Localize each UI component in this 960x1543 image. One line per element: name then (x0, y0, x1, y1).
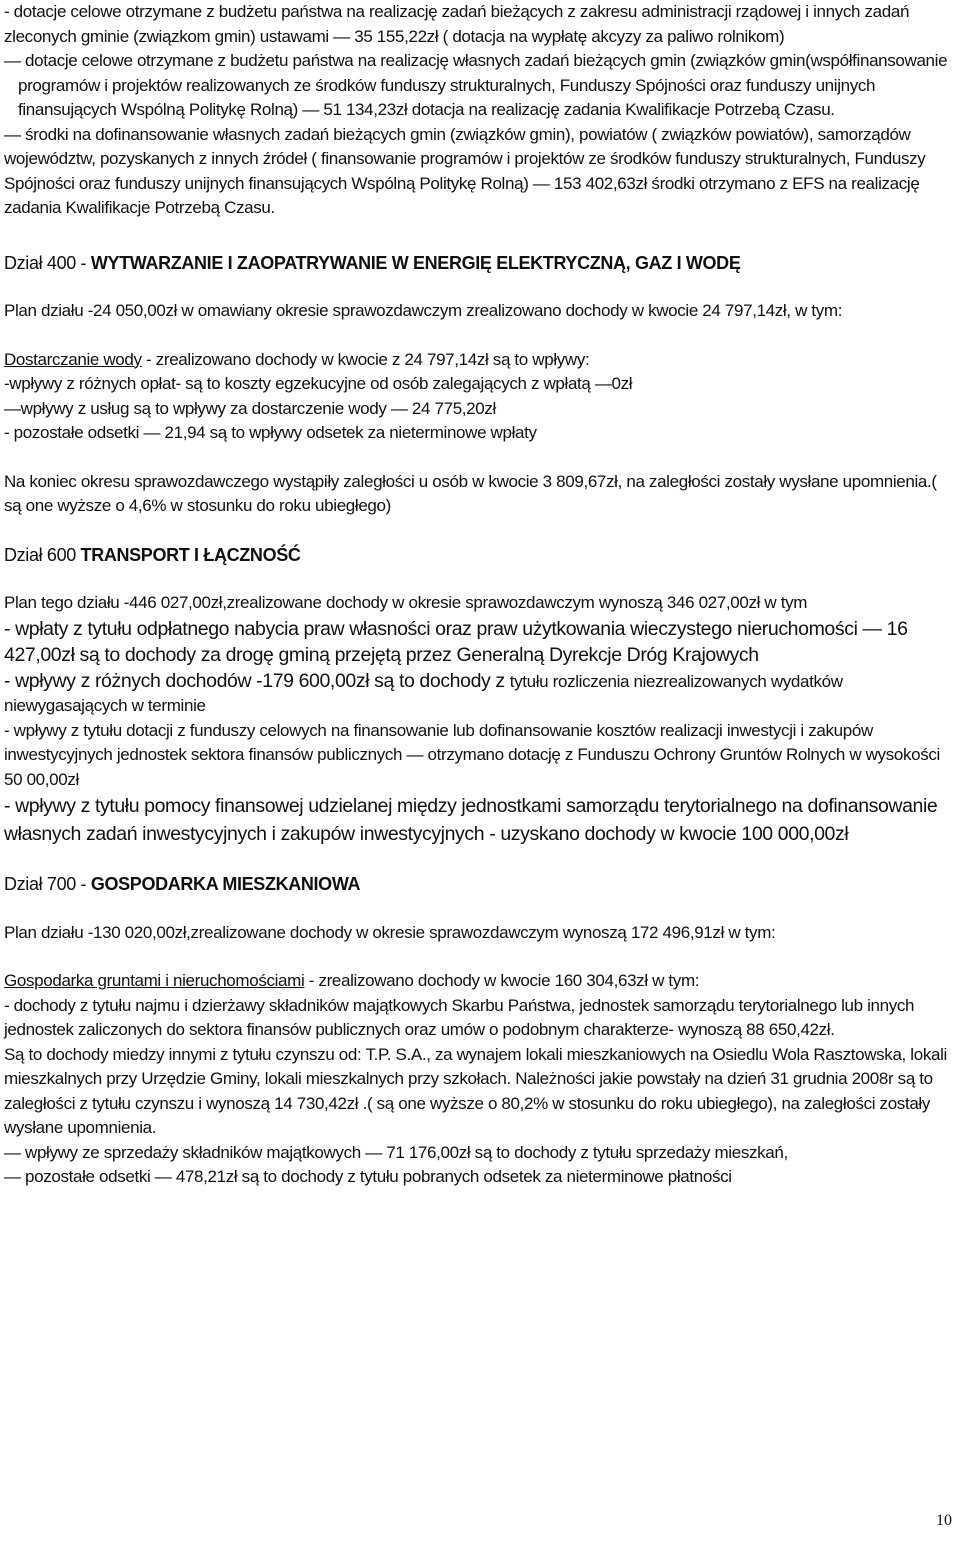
paragraph-dotacje-wlasne: — dotacje celowe otrzymane z budżetu państwa na realizację własnych zadań bieżących gmin (związków gmin(współfinansowanie programów i projektów realizowanych ze środków funduszy strukturalnych, Funduszy Spójności oraz funduszy unijnych finansujących Wspólną Politykę Rolną) — 51 134,23zł dotacja na realizację zadania Kwalifikacje Potrzebą Czasu. (4, 51, 948, 119)
section-700-heading (4, 872, 956, 897)
section-600-item-rozne (4, 668, 956, 719)
section-700-subtitle: Gospodarka gruntami i nieruchomościami (4, 971, 305, 990)
section-600-prefix: Dział 600 (4, 544, 81, 565)
section-400-heading (4, 251, 956, 276)
section-600-item-rozne-rest: tytułu rozliczenia niezrealizowanych wydatków niewygasających w terminie (4, 671, 843, 715)
section-700-subtitle-rest: - zrealizowano dochody w kwocie 160 304,63zł w tym: (304, 971, 700, 990)
section-400-prefix: Dział 400 - (4, 252, 91, 273)
section-400-subtitle: Dostarczanie wody (4, 349, 142, 369)
section-400-item-odsetki: - pozostałe odsetki — 21,94 są to wpływy odsetek za nieterminowe wpłaty (4, 423, 537, 442)
section-600-heading (4, 543, 956, 568)
section-600-item-dotacje: - wpływy z tytułu dotacji z funduszy celowych na finansowanie lub dofinansowanie kosztów realizacji inwestycji i zakupów inwestycyjnych jednostek sektora finansów publicznych — otrzymano dotację z Funduszu Ochrony Gruntów Rolnych w wysokości 50 00,00zł (4, 720, 940, 789)
section-700-item-czynsz: Są to dochody miedzy innymi z tytułu czynszu od: T.P. S.A., za wynajem lokali mieszkaniowych na Osiedlu Wola Rasztowska, lokali mieszkalnych przy Urzędzie Gminy, lokali mieszkalnych przy szkołach. Należności jakie powstały na dzień 31 grudnia 2008r są to zaległości z tytułu czynszu i wynoszą 14 730,42zł .( są one wyższe o 80,2% w stosunku do roku ubiegłego), na zaległości zostały wysłane upomnienia. (4, 1044, 947, 1137)
section-600-item-wplaty: - wpłaty z tytułu odpłatnego nabycia praw własności oraz praw użytkowania wieczystego nieruchomości — 16 427,00zł są to dochody za drogę gminą przejętą przez Generalną Dyrekcje Dróg Krajowych (4, 617, 908, 666)
section-700-item-odsetki: — pozostałe odsetki — 478,21zł są to dochody z tytułu pobranych odsetek za nieterminowe płatności (4, 1167, 732, 1186)
section-700-item-sprzedaz: — wpływy ze sprzedaży składników majątkowych — 71 176,00zł są to dochody z tytułu sprzedaży mieszkań, (4, 1142, 788, 1162)
section-700-item-najem: - dochody z tytułu najmu i dzierżawy składników majątkowych Skarbu Państwa, jednostek samorządu terytorialnego lub innych jednostek zaliczonych do sektora finansów publicznych oraz umów o podobnym charakterze- wynoszą 88 650,42zł. (4, 995, 915, 1039)
page-number: 10 (936, 1512, 952, 1529)
section-400-arrears: Na koniec okresu sprawozdawczego wystąpiły zaległości u osób w kwocie 3 809,67zł, na zaległości zostały wysłane upomnienia.( są one wyższe o 4,6% w stosunku do roku ubiegłego) (4, 471, 937, 515)
section-400-item-uslugi: —wpływy z usług są to wpływy za dostarczenie wody — 24 775,20zł (4, 398, 496, 418)
section-600-item-pomoc: - wpływy z tytułu pomocy finansowej udzielanej między jednostkami samorządu terytorialnego na dofinansowanie własnych zadań inwestycyjnych i zakupów inwestycyjnych - uzyskano dochody w kwocie 100 000,00zł (4, 795, 938, 845)
section-700-prefix: Dział 700 - (4, 874, 91, 894)
section-400-subtitle-rest: - zrealizowano dochody w kwocie z 24 797,14zł są to wpływy: (141, 349, 590, 369)
section-700-subheading (4, 969, 956, 994)
section-600-plan: Plan tego działu -446 027,00zł,zrealizowane dochody w okresie sprawozdawczym wynoszą 346 027,00zł w tym (4, 593, 808, 612)
paragraph-dotacje-zlecone: - dotacje celowe otrzymane z budżetu państwa na realizację zadań bieżących z zakresu administracji rządowej i innych zadań zleconych gminie (związkom gmin) ustawami — 35 155,22zł ( dotacja na wypłatę akcyzy za paliwo rolnikom) (4, 2, 910, 46)
document-page (4, 0, 956, 1190)
section-600-item-rozne-lead: - wpływy z różnych dochodów -179 600,00zł są to dochody z (4, 669, 510, 692)
section-400-item-oplaty: -wpływy z różnych opłat- są to koszty egzekucyjne od osób zalegających z wpłatą —0zł (4, 374, 633, 393)
section-600-title: TRANSPORT I ŁĄCZNOŚĆ (80, 544, 301, 565)
paragraph-srodki-dofinansowanie: — środki na dofinansowanie własnych zadań bieżących gmin (związków gmin), powiatów ( związków powiatów), samorządów województw, pozyskanych z innych źródeł ( finansowanie programów i projektów ze środków funduszy strukturalnych, Funduszy Spójności oraz funduszy unijnych finansujących Wspólną Politykę Rolną) — 153 402,63zł środki otrzymano z EFS na realizację zadania Kwalifikacje Potrzebą Czasu. (4, 124, 926, 217)
section-400-plan: Plan działu -24 050,00zł w omawiany okresie sprawozdawczym zrealizowano dochody w kwocie 24 797,14zł, w tym: (4, 301, 843, 320)
section-400-subheading (4, 348, 956, 373)
section-700-title: GOSPODARKA MIESZKANIOWA (90, 874, 361, 894)
section-700-plan: Plan działu -130 020,00zł,zrealizowane dochody w okresie sprawozdawczym wynoszą 172 496,91zł w tym: (4, 922, 776, 942)
section-400-title: WYTWARZANIE I ZAOPATRYWANIE W ENERGIĘ ELEKTRYCZNĄ, GAZ I WODĘ (90, 252, 741, 273)
